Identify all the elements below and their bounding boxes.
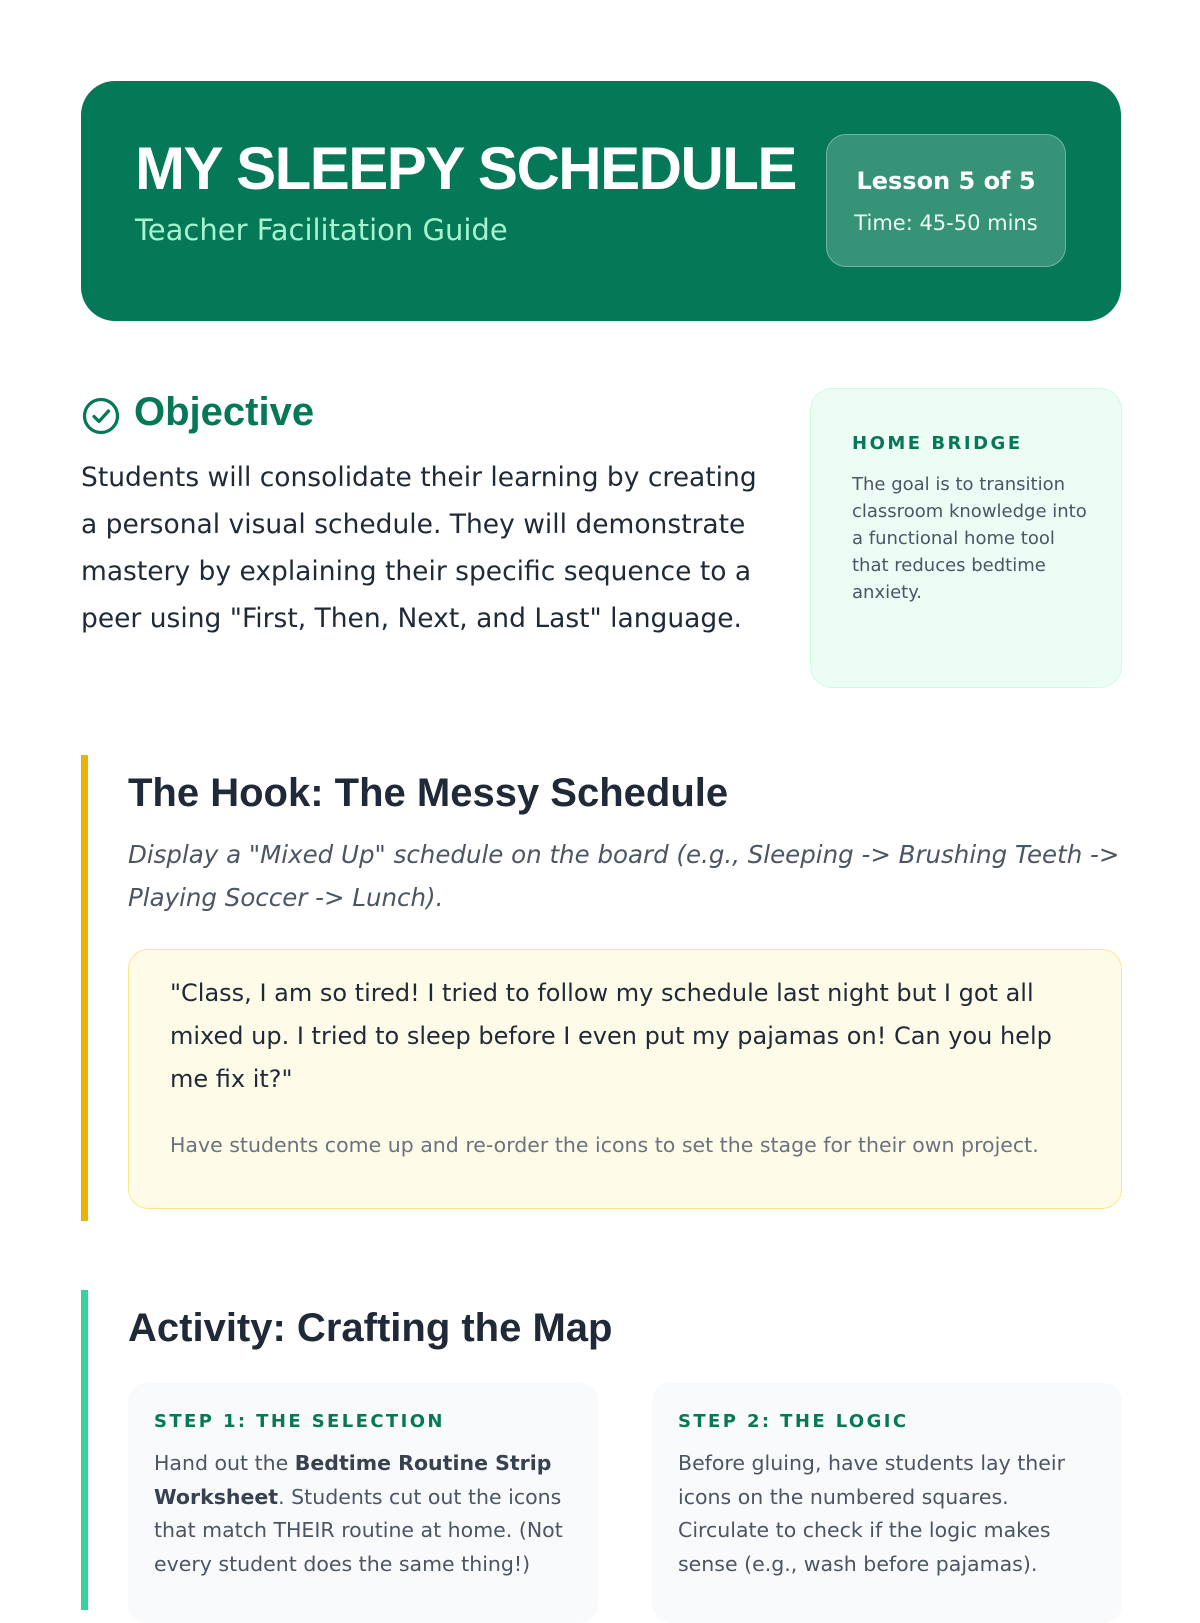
objective-text: Students will consolidate their learning by creating a personal visual schedule. They will demonstrate mastery by explaining their specific sequence to a peer using "First, Then, Next, and Last" language.: [81, 462, 757, 634]
step-text: [154, 1447, 576, 1581]
lesson-number: Lesson 5 of 5: [856, 167, 1036, 195]
lesson-duration: Time: 45-50 mins: [854, 211, 1038, 235]
lesson-header: [81, 81, 1121, 321]
hook-description: Display a "Mixed Up" schedule on the board (e.g., Sleeping -> Brushing Teeth -> Playing Soccer -> Lunch).: [128, 840, 1120, 912]
step-text-part: Hand out the: [154, 1451, 295, 1475]
step-text-part: . Students cut out the icons that match THEIR routine at home. (Not every student does the same thing!): [154, 1484, 563, 1576]
lesson-badge: [826, 134, 1066, 267]
check-circle-icon: [81, 396, 121, 436]
hook-accent-bar: [81, 755, 88, 1221]
activity-accent-bar: [81, 1290, 88, 1610]
home-bridge-text: The goal is to transition classroom knowledge into a functional home tool that reduces bedtime anxiety.: [852, 474, 1087, 603]
hook-heading: The Hook: The Messy Schedule: [128, 771, 729, 815]
hook-script-box: [128, 949, 1122, 1209]
page-title: MY SLEEPY SCHEDULE: [135, 135, 796, 202]
home-bridge-title: HOME BRIDGE: [852, 433, 1023, 454]
step-card-selection: [128, 1383, 598, 1623]
step-text: Before gluing, have students lay their icons on the numbered squares. Circulate to check if the logic makes sense (e.g., wash before pajamas).: [678, 1451, 1066, 1576]
worksheet-name: Bedtime Routine Strip Worksheet: [154, 1451, 552, 1509]
step-title: STEP 2: THE LOGIC: [678, 1411, 909, 1432]
step-card-logic: [652, 1383, 1122, 1623]
objective-heading: Objective: [134, 390, 315, 434]
teacher-quote: "Class, I am so tired! I tried to follow my schedule last night but I got all mixed up. I tried to sleep before I even put my pajamas on! Can you help me fix it?": [170, 979, 1052, 1093]
home-bridge-callout: [810, 388, 1122, 688]
hook-instruction-note: Have students come up and re-order the icons to set the stage for their own project.: [170, 1133, 1039, 1157]
page-subtitle: Teacher Facilitation Guide: [135, 213, 508, 247]
step-title: STEP 1: THE SELECTION: [154, 1411, 445, 1432]
activity-heading: Activity: Crafting the Map: [128, 1306, 613, 1350]
